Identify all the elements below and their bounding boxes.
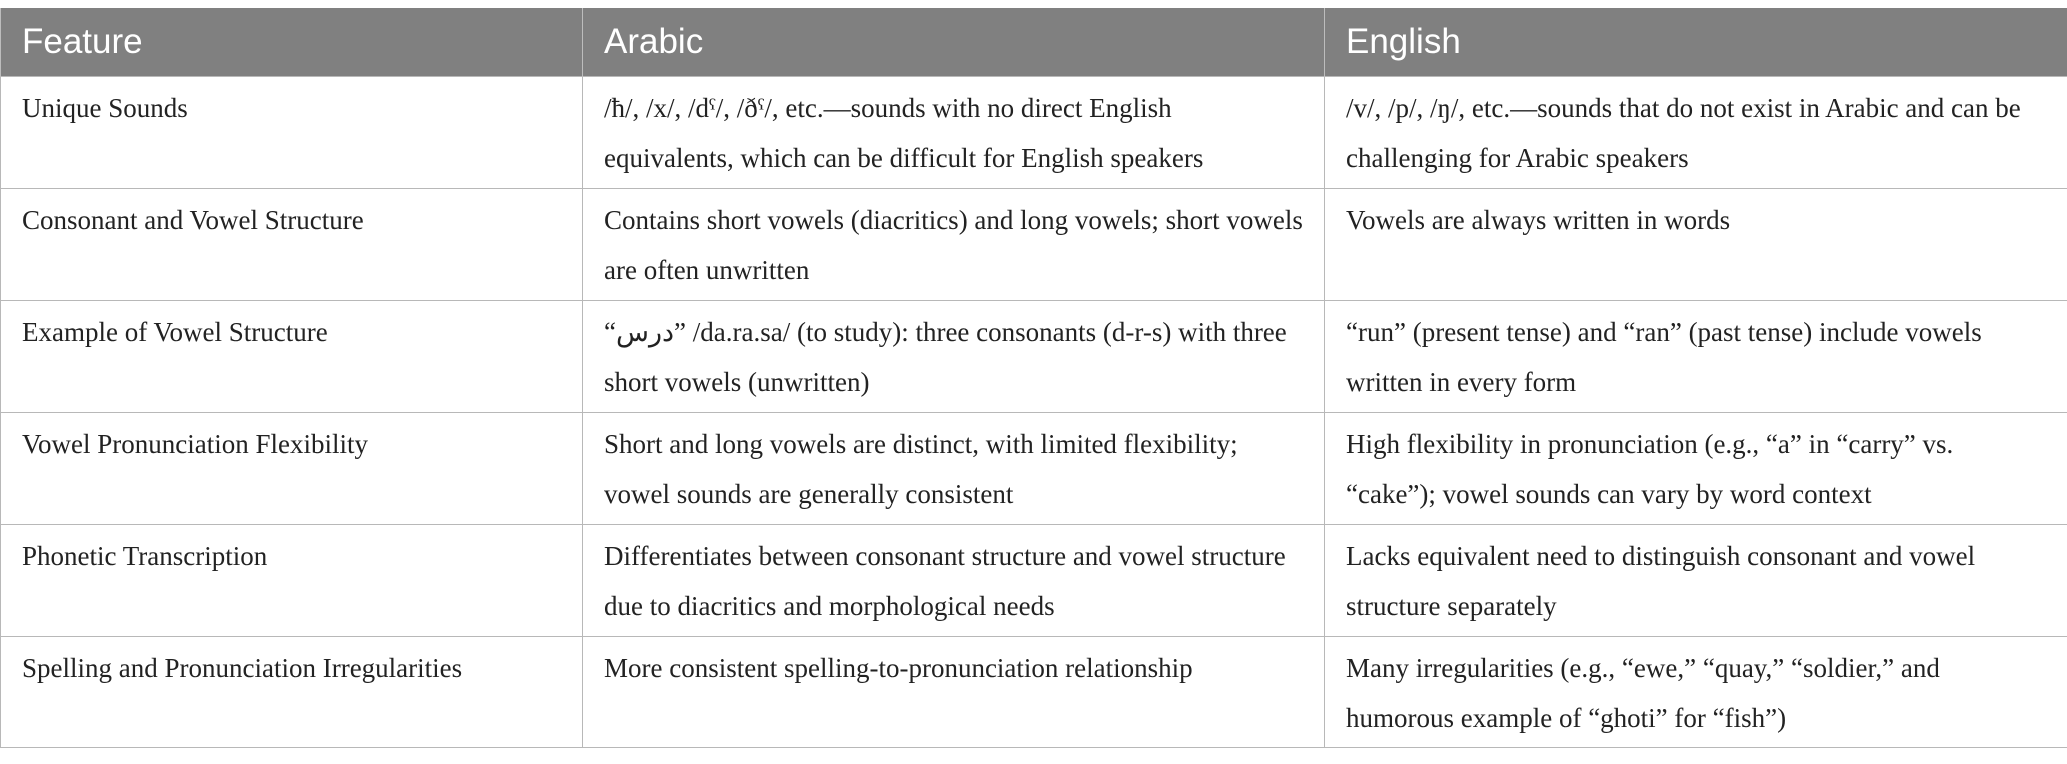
comparison-table-container (0, 8, 2067, 748)
english-cell: Vowels are always written in words (1325, 188, 2067, 300)
header-english: English (1325, 8, 2067, 76)
english-cell: High flexibility in pronunciation (e.g., “a” in “carry” vs. “cake”); vowel sounds can vary by word context (1325, 412, 2067, 524)
table-row (1, 636, 2067, 747)
table-body (1, 76, 2067, 747)
table-header (1, 8, 2067, 76)
table-row (1, 524, 2067, 636)
header-arabic: Arabic (583, 8, 1325, 76)
arabic-cell: /ħ/, /x/, /dˤ/, /ðˤ/, etc.—sounds with no direct English equivalents, which can be difficult for English speakers (583, 76, 1325, 188)
english-cell: Many irregularities (e.g., “ewe,” “quay,” “soldier,” and humorous example of “ghoti” for “fish”) (1325, 636, 2067, 747)
header-feature: Feature (1, 8, 583, 76)
feature-cell: Unique Sounds (1, 76, 583, 188)
table-row (1, 412, 2067, 524)
table-row (1, 300, 2067, 412)
feature-cell: Example of Vowel Structure (1, 300, 583, 412)
arabic-cell: More consistent spelling-to-pronunciation relationship (583, 636, 1325, 747)
feature-cell: Spelling and Pronunciation Irregularities (1, 636, 583, 747)
english-cell: Lacks equivalent need to distinguish consonant and vowel structure separately (1325, 524, 2067, 636)
header-row (1, 8, 2067, 76)
english-cell: “run” (present tense) and “ran” (past tense) include vowels written in every form (1325, 300, 2067, 412)
comparison-table (0, 8, 2067, 748)
arabic-cell: Contains short vowels (diacritics) and long vowels; short vowels are often unwritten (583, 188, 1325, 300)
arabic-cell: Short and long vowels are distinct, with limited flexibility; vowel sounds are generally consistent (583, 412, 1325, 524)
feature-cell: Vowel Pronunciation Flexibility (1, 412, 583, 524)
table-row (1, 76, 2067, 188)
arabic-cell: “درس” /da.ra.sa/ (to study): three consonants (d-r-s) with three short vowels (unwritten) (583, 300, 1325, 412)
feature-cell: Phonetic Transcription (1, 524, 583, 636)
arabic-cell: Differentiates between consonant structure and vowel structure due to diacritics and morphological needs (583, 524, 1325, 636)
table-row (1, 188, 2067, 300)
english-cell: /v/, /p/, /ŋ/, etc.—sounds that do not exist in Arabic and can be challenging for Arabic speakers (1325, 76, 2067, 188)
feature-cell: Consonant and Vowel Structure (1, 188, 583, 300)
